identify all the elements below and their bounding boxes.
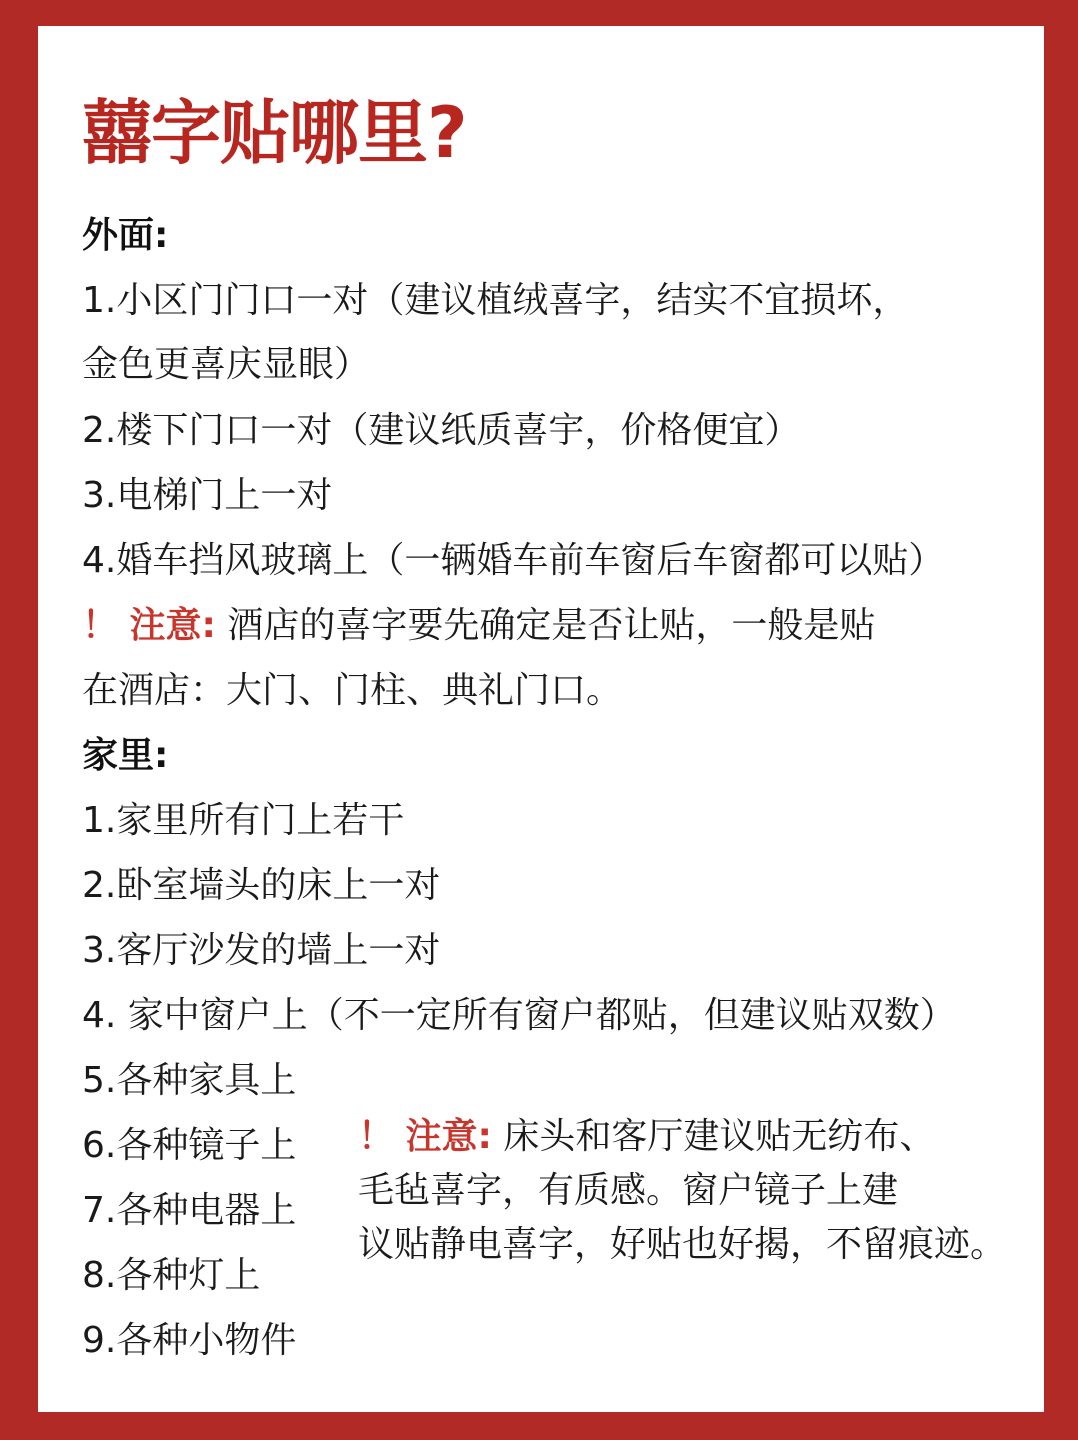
- note-line: 毛毡喜字，有质感。窗户镜子上建: [358, 1170, 899, 1211]
- warning-icon: ！: [82, 605, 119, 646]
- list-item: 3.电梯门上一对: [82, 475, 333, 516]
- list-item: 6.各种镜子上: [82, 1125, 297, 1166]
- note-line: [358, 1110, 1038, 1164]
- list-item: 9.各种小物件: [82, 1320, 297, 1361]
- note-line: 议贴静电喜字，好贴也好揭，不留痕迹。: [358, 1224, 1007, 1265]
- list-item: 5.各种家具上: [82, 1060, 297, 1101]
- list-item: 4. 家中窗户上（不一定所有窗户都贴，但建议贴双数）: [82, 995, 956, 1036]
- list-item: 金色更喜庆显眼）: [82, 344, 371, 385]
- list-item: 1.小区门门口一对（建议植绒喜字，结实不宜损坏，: [82, 280, 909, 321]
- page-title: 囍字贴哪里?: [82, 92, 467, 174]
- list-item: 7.各种电器上: [82, 1190, 297, 1231]
- note-text: 酒店的喜字要先确定是否让贴，一般是贴: [227, 605, 876, 646]
- list-item: 2.楼下门口一对（建议纸质喜宇，价格便宜）: [82, 410, 801, 451]
- section-heading-home: 家里:: [82, 735, 169, 776]
- list-item: 4.婚车挡风玻璃上（一辆婚车前车窗后车窗都可以贴）: [82, 540, 945, 581]
- note-label: 注意:: [129, 605, 216, 646]
- list-item: 1.家里所有门上若干: [82, 800, 405, 841]
- list-item: 2.卧室墙头的床上一对: [82, 865, 441, 906]
- list-item: 8.各种灯上: [82, 1255, 261, 1296]
- warning-icon: ！: [358, 1116, 395, 1157]
- note-text-continued: 在酒店：大门、门柱、典礼门口。: [82, 670, 623, 711]
- home-note: [358, 1110, 1038, 1272]
- list-item: 3.客厅沙发的墙上一对: [82, 930, 441, 971]
- outside-note: [82, 605, 876, 646]
- note-text: 床头和客厅建议贴无纺布、: [503, 1116, 936, 1157]
- note-label: 注意:: [405, 1116, 492, 1157]
- section-heading-outside: 外面:: [82, 215, 169, 256]
